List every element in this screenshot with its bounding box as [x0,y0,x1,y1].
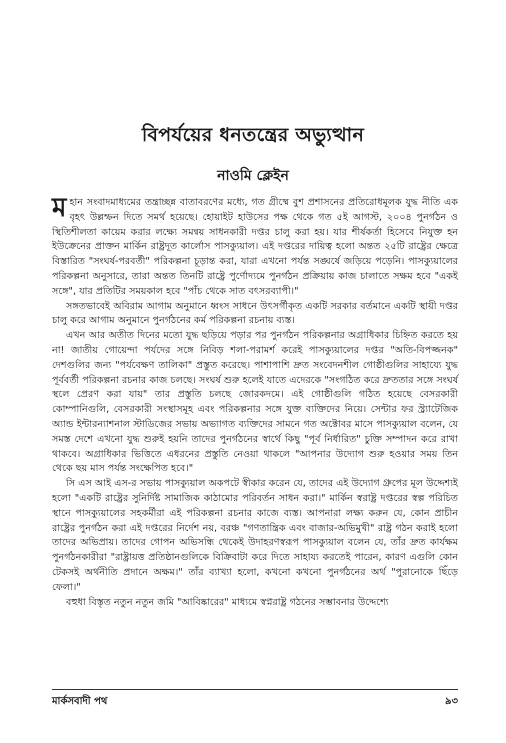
footer-divider [52,689,458,690]
article-title: বিপর্যয়ের ধনতন্ত্রের অভ্যুত্থান [141,124,365,146]
paragraph-2: সঙ্গতভাবেই অবিরাম আগাম অনুমানে ধ্বংস সাধনে উৎসর্গীকৃত একটি সরকার বর্তমানে একটি স্থায়ী দপ্তর চালু করে আগাম অনুমানে পুনর্গঠনের কর্ম পরিকল্পনা রচনায় ব্যস্ত। [52,300,458,327]
paragraph-3: এখন আর অতীত দিনের মতো যুদ্ধ ছড়িয়ে পড়ার পর পুনর্গঠন পরিকল্পনার অগ্রাধিকার চিহ্নিত করতে হয় না! জাতীয় গোয়েন্দা পর্যদের সঙ্গে নিবিড় শলা-পরামর্শ করেই পাসক্যুয়ালের দপ্তর "অতি-বিপজ্জনক" দেশগুলির জন্য "পর্যবেক্ষণ তালিকা" প্রস্তুত করেছে। পাশাপাশি দ্রুত সংবেদনশীল গোষ্ঠীগুলির সাহায্যে যুদ্ধ পূর্ববর্তী পরিকল্পনা রচনার কাজ চলছে। সংঘর্ষ শুরু হলেই যাতে এদেরকে "সংগঠিত করে দ্রুততার সঙ্গে সংঘর্ষ স্থলে প্রেরণ করা যায়" তার প্রস্তুতি চলছে জোরকদমে। এই গোষ্ঠীগুলি গঠিত হয়েছে বেসরকারী কোম্পানিগুলি, বেসরকারী সংস্থাসমূহ এবং পরিকল্পনার সঙ্গে যুক্ত ব্যক্তিদের নিয়ে। সেন্টার ফর স্ট্র্যাটেজিক অ্যান্ড ইন্টারন্যাশনাল স্টাডিজের সভায় অভ্যাগত ব্যক্তিদের সামনে গত অক্টোবর মাসে পাসক্যুয়াল বলেন, যে সমস্ত দেশে এখনো যুদ্ধ শুরুই হয়নি তাদের পুনর্গঠনের স্বার্থে কিছু "পূর্ব নির্ধারিত" চুক্তি সম্পাদন করে রাখা থাকবে। অগ্রাধিকার ভিত্তিতে এধরনের প্রস্তুতি নেওয়া থাকলে "আপনার উদ্যোগ শুরু হওয়ার সময় তিন থেকে ছয় মাস পর্যন্ত সংক্ষেপিত হবে।" [52,330,458,475]
paragraph-4: সি এস আই এস-র সভায় পাসক্যুয়াল অকপটে স্বীকার করেন যে, তাদের এই উদ্যোগ গ্রুপের মূল উদ্দেশ্যই হলো "একটি রাষ্ট্রের সুনির্দিষ্ট সামাজিক কাঠামোর পরিবর্তন সাধন করা।" মার্কিন স্বরাষ্ট্র দপ্তরের স্বল্প পরিচিত স্থানে পাসক্যুয়ালের সহকর্মীরা এই পরিকল্পনা রচনার কাজে ব্যস্ত। আপনারা লক্ষ্য করুন যে, কোন প্রাচীন রাষ্ট্রের পুনর্গঠন করা এই দপ্তরের নির্দেশ নয়, বরঞ্চ "গণতান্ত্রিক এবং বাজার-অভিমুখী" রাষ্ট্র গঠন করাই হলো তাদের অভিপ্রায়। তাদের গোপন অভিসন্ধি থেকেই উদাহরণস্বরূপ পাসক্যুয়াল বলেন যে, তাঁর দ্রুত কার্যক্ষম পুনর্গঠনকারীরা "রাষ্ট্রায়ত্ত প্রতিষ্ঠানগুলিকে বিক্রিবাটা করে দিতে সাহায্য করতেই পারেন, কারণ এগুলি কোন টেকসই অর্থনীতি প্রদানে অক্ষম।" তাঁর ব্যাখ্যা হলো, কখনো কখনো পুনর্গঠনের অর্থ "পুরানোকে ছিঁড়ে ফেলা।" [52,478,458,593]
paragraph-1 [52,193,458,300]
paragraph-1-text: হান সংবাদমাধ্যমের তন্ত্রাচ্ছন্ন বাতাবরণের মধ্যে, গত গ্রীষ্মে বুশ প্রশাসনের প্রতিরোধমূলক যুদ্ধ নীতি এক বৃহৎ উল্লম্ফন দিতে সমর্থ হয়েছে। হোয়াইট হাউসের পক্ষ থেকে গত ৫ই আগস্ট, ২০০৪ পুনর্গঠন ও স্থিতিশীলতা কায়েম করার লক্ষ্যে সমন্বয় সাধনকারী দপ্তর চালু করা হয়। যার শীর্ষকর্তা হিসেবে নিযুক্ত হন ইউক্রেনের প্রাক্তন মার্কিন রাষ্ট্রদূত কার্লোস পাসক্যুয়াল। এই দপ্তরের দায়িত্ব হলো অন্তত ২৫টি রাষ্ট্রের ক্ষেত্রে বিস্তারিত "সংঘর্ষ-পরবর্তী" পরিকল্পনা চূড়ান্ত করা, যারা এখনো পর্যন্ত সঙ্ঘর্ষে জড়িয়ে পড়েনি। পাসক্যুয়ালের পরিকল্পনা অনুসারে, তারা অন্তত তিনটি রাষ্ট্রে পুর্ণোদ্যমে পুনর্গঠন প্রক্রিয়ায় কাজ চালাতে সক্ষম হবে "একই সঙ্গে", যার প্রতিটির সময়কাল হবে "পাঁচ থেকে সাত বৎসরব্যাপী।" [52,197,458,297]
page-number: ৯৩ [445,696,458,707]
journal-name: মার্কসবাদী পথ [52,696,108,707]
author-name: নাওমি ক্লেইন [217,168,289,184]
article-body [52,193,458,610]
drop-cap: ম [52,193,67,223]
paragraph-5: বহুধা বিস্তৃত নতুন নতুন জমি "আবিষ্কারের" মাধ্যমে স্বপ্নরাষ্ট্র গঠনের সম্ভাবনার উদ্দেশ্যে [66,596,389,608]
